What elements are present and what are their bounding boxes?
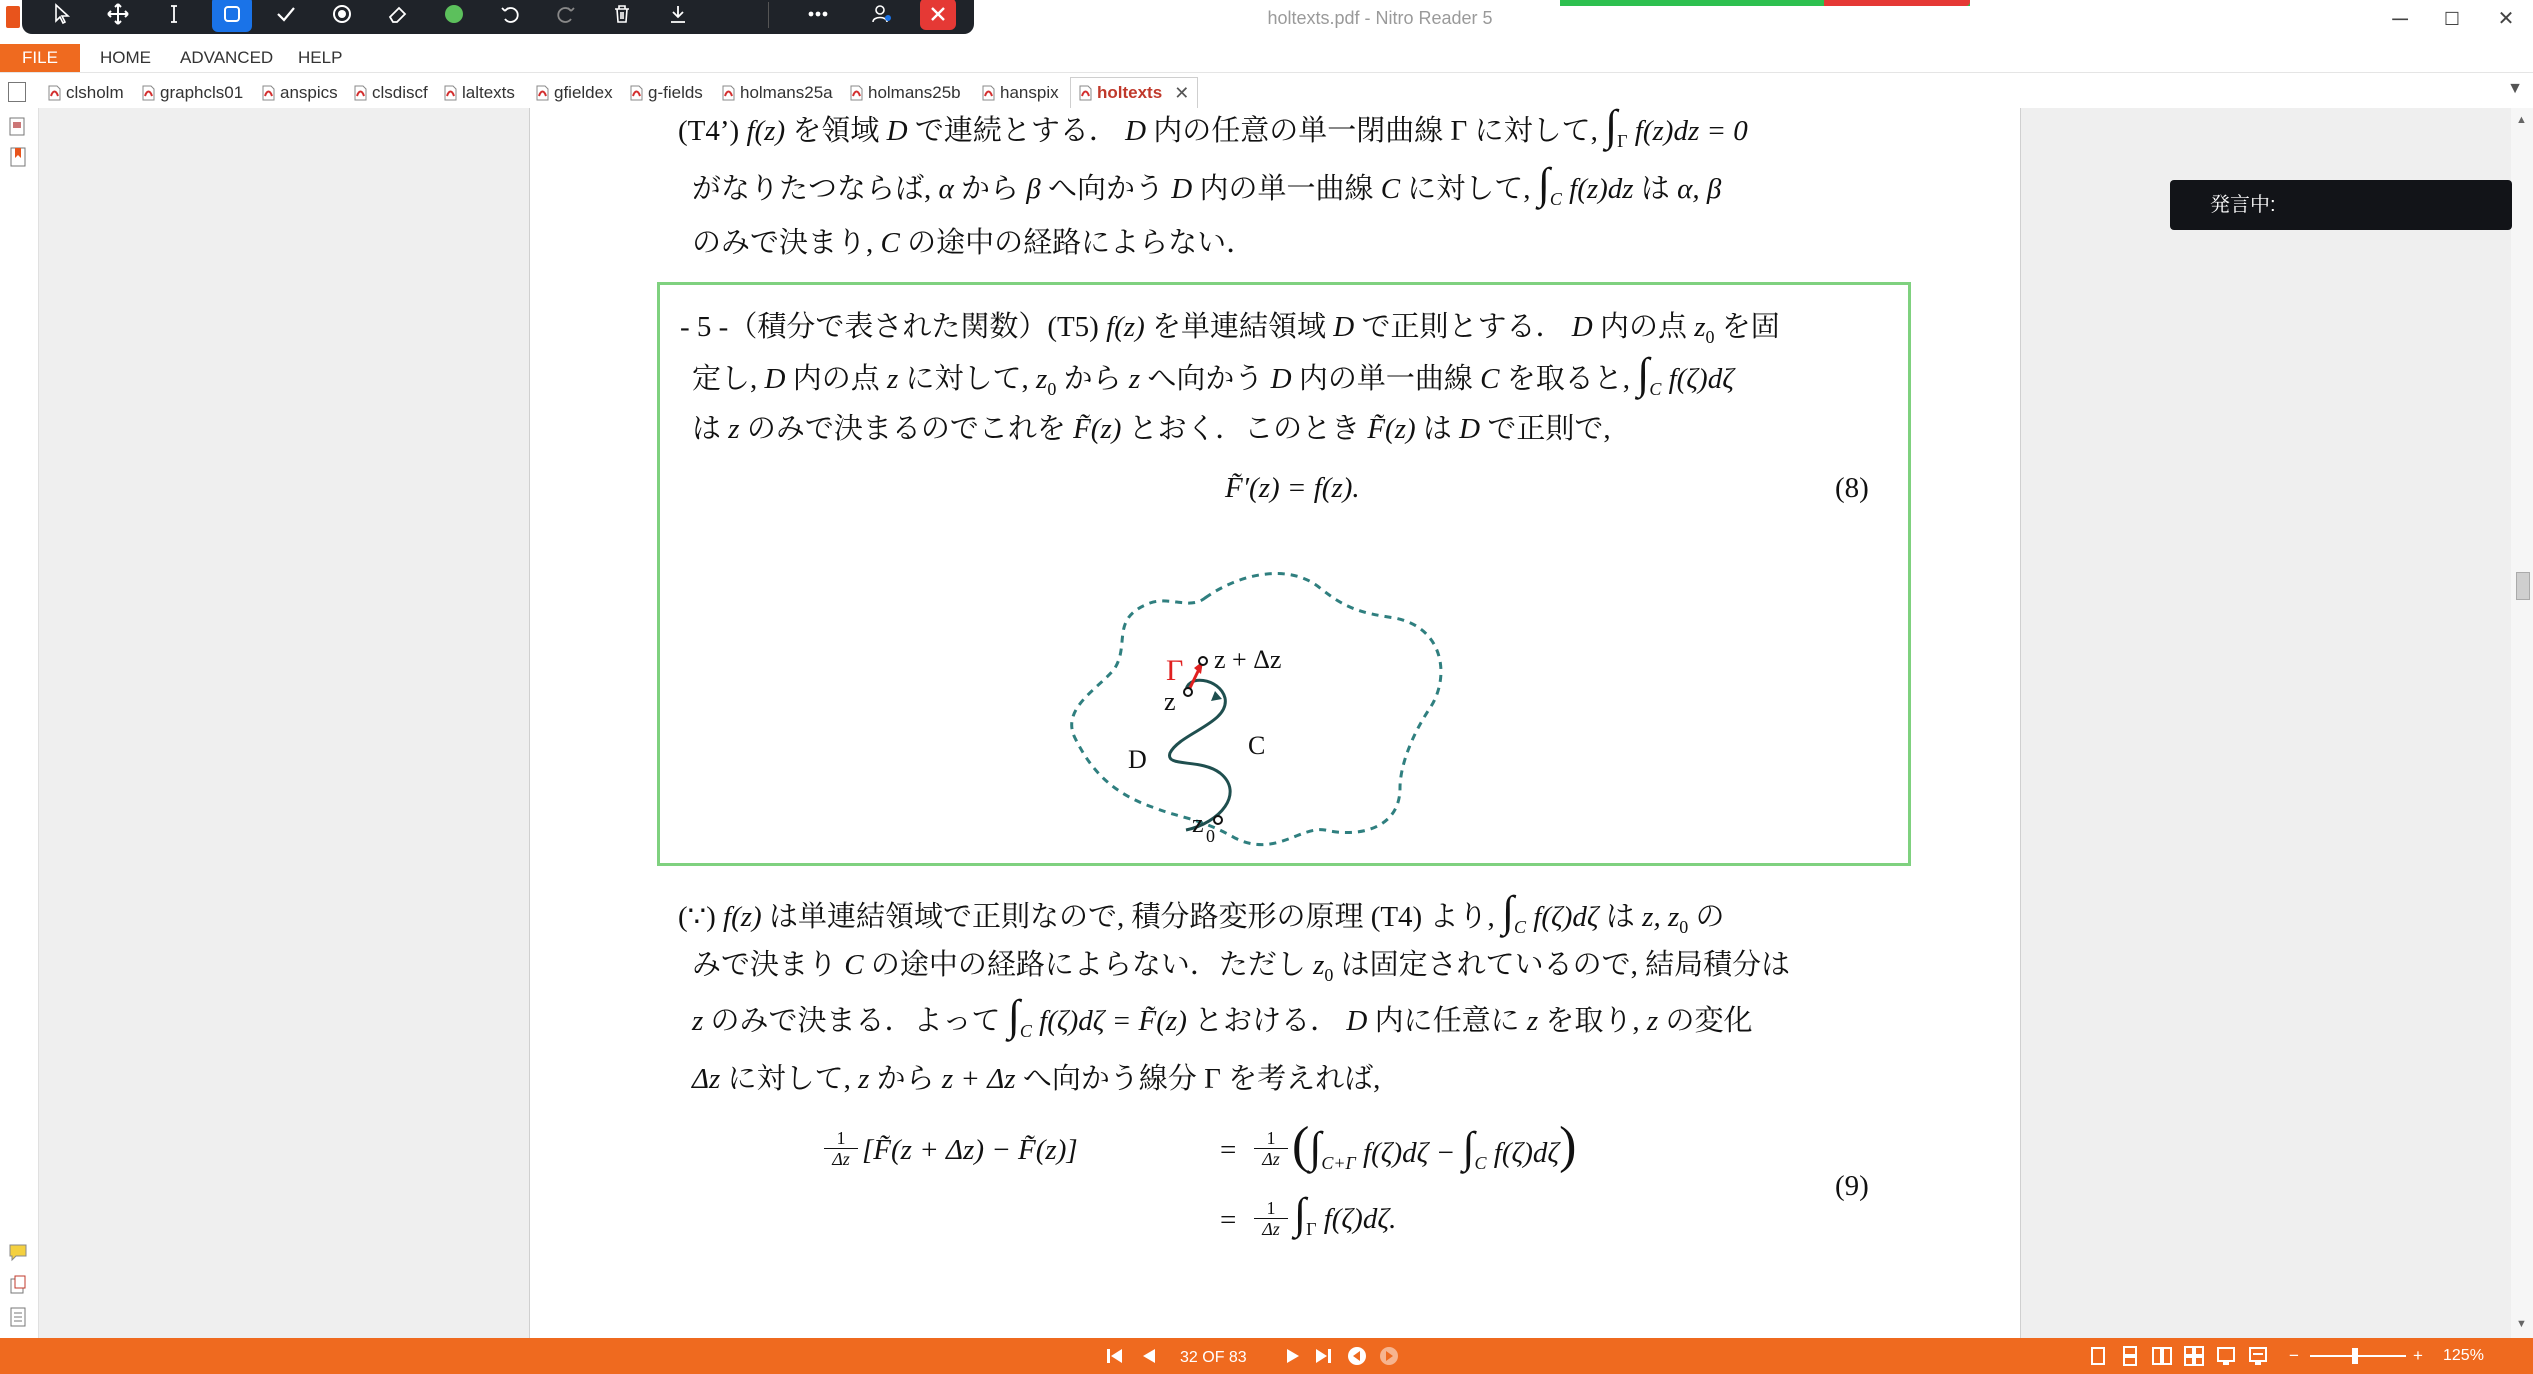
pdf-icon: [850, 85, 863, 101]
zoom-slider[interactable]: [2310, 1355, 2406, 1357]
tab-holmans25b[interactable]: holmans25b: [850, 80, 961, 106]
tab-graphcls01[interactable]: graphcls01: [142, 80, 243, 106]
equation-9-number: (9): [1835, 1170, 1869, 1202]
pdf-icon: [1079, 85, 1092, 101]
tab-clsholm[interactable]: clsholm: [48, 80, 124, 106]
eq9-fraction-rhs2: 1 Δz: [1254, 1198, 1288, 1239]
comments-icon[interactable]: [8, 1242, 28, 1264]
download-icon[interactable]: [656, 0, 700, 34]
t5-line-2: 定し, D 内の点 z に対して, $z_0$ から z へ向かう D 内の単一曲線 C を取ると, $\int_C$ f(ζ)dζ: [692, 349, 1734, 399]
label-c: C: [1248, 731, 1266, 760]
label-z0-sub: 0: [1206, 826, 1215, 846]
pdf-icon: [48, 85, 61, 101]
zoom-out-button[interactable]: −: [2289, 1346, 2299, 1365]
proof-line-2: みで決まり C の途中の経路によらない．ただし $z_0$ は固定されているので, 結局積分は: [692, 949, 1791, 985]
continuous-view-icon[interactable]: [2116, 1343, 2144, 1369]
document-view[interactable]: [39, 108, 2511, 1338]
cursor-icon[interactable]: [40, 0, 84, 34]
zoom-in-button[interactable]: +: [2413, 1346, 2423, 1365]
scroll-thumb[interactable]: [2516, 572, 2530, 600]
t4-line-1: (T4’) f(z) を領域 D で連続とする． D 内の任意の単一閉曲線 Γ に対して, $\int_\Gamma$ f(z)dz = 0: [678, 108, 1748, 151]
proof-line-4: Δz に対して, z から z + Δz へ向かう線分 Γ を考えれば,: [692, 1063, 1381, 1095]
output-icon[interactable]: [8, 1306, 28, 1328]
last-page-icon[interactable]: [1308, 1343, 1338, 1369]
pdf-icon: [536, 85, 549, 101]
annotation-toolbar: [22, 0, 974, 34]
eq9-lhs: [F̃(z + Δz) − F̃(z)]: [862, 1134, 1078, 1166]
rectangle-icon[interactable]: [212, 0, 252, 32]
previous-page-icon[interactable]: [1134, 1343, 1164, 1369]
bookmarks-icon[interactable]: [8, 146, 28, 168]
domain-boundary: [1072, 574, 1441, 845]
tab-gfieldex[interactable]: gfieldex: [536, 80, 613, 106]
tabs-dropdown-icon[interactable]: ▼: [2507, 80, 2523, 97]
label-z-plus-dz: z + Δz: [1214, 645, 1282, 674]
label-z: z: [1164, 687, 1176, 716]
pages-panel-icon[interactable]: [8, 82, 26, 102]
scroll-down-icon[interactable]: ▼: [2516, 1318, 2527, 1330]
integration-path-figure: [1070, 568, 1470, 858]
curve-c-arrow: [1211, 691, 1222, 701]
menu-file[interactable]: FILE: [0, 44, 80, 72]
window-title: holtexts.pdf - Nitro Reader 5: [1267, 8, 1493, 28]
t4-line-3: のみで決まり, C の途中の経路によらない．: [692, 227, 1256, 259]
status-bar: [0, 1338, 2533, 1374]
vertical-scrollbar[interactable]: [2511, 108, 2533, 1338]
pdf-icon: [444, 85, 457, 101]
tab-holtexts[interactable]: holtexts ✕: [1070, 77, 1198, 108]
first-page-icon[interactable]: [1100, 1343, 1130, 1369]
next-page-icon[interactable]: [1278, 1343, 1308, 1369]
eq9-equals-2: =: [1220, 1204, 1237, 1236]
equation-8: F̃′(z) = f(z).: [1225, 472, 1360, 504]
eq9-fraction-rhs1: 1 Δz: [1254, 1128, 1288, 1169]
close-icon[interactable]: [920, 0, 956, 30]
eq9-fraction-lhs: 1 Δz: [824, 1128, 858, 1169]
previous-view-icon[interactable]: [1342, 1343, 1372, 1369]
eq9-rhs1: ($\int_{C+\Gamma}$ $f(\zeta)d\zeta - \int_C$ f(ζ)dζ): [1292, 1117, 1577, 1174]
user-settings-icon[interactable]: [860, 0, 904, 34]
tab-clsdiscf[interactable]: clsdiscf: [354, 80, 428, 106]
pages-thumbnail-icon[interactable]: [8, 116, 28, 138]
pdf-icon: [262, 85, 275, 101]
menu-home[interactable]: HOME: [100, 48, 151, 67]
t5-line-1: - 5 -（積分で表された関数）(T5) f(z) を単連結領域 D で正則とする． D 内の点 $z_0$ を固: [680, 311, 1780, 347]
menu-advanced[interactable]: ADVANCED: [180, 48, 274, 67]
eraser-icon[interactable]: [376, 0, 420, 34]
t4-line-2: がなりたつならば, α から β へ向かう D 内の単一曲線 C に対して, $\int_C$ f(z)dz は α, β: [692, 159, 1722, 209]
trash-icon[interactable]: [600, 0, 644, 34]
next-view-icon[interactable]: [1374, 1343, 1404, 1369]
record-icon[interactable]: [320, 0, 364, 34]
tab-close-icon[interactable]: ✕: [1174, 82, 1190, 103]
check-icon[interactable]: [264, 0, 308, 34]
pdf-icon: [722, 85, 735, 101]
zoom-level[interactable]: 125%: [2443, 1347, 2484, 1364]
document-tabs: [0, 74, 2533, 109]
minimize-button[interactable]: ─: [2392, 6, 2408, 31]
pdf-icon: [982, 85, 995, 101]
move-icon[interactable]: [96, 0, 140, 34]
redo-icon[interactable]: [544, 0, 588, 34]
speaking-indicator: 発言中:: [2170, 180, 2512, 230]
label-z0: z: [1192, 809, 1204, 838]
nitro-logo-icon: [6, 6, 20, 28]
speaking-progress-bar: [1560, 0, 1970, 6]
point-z-plus-dz: [1199, 657, 1207, 665]
eq9-equals-1: =: [1220, 1134, 1237, 1166]
undo-icon[interactable]: [488, 0, 532, 34]
point-z0: [1214, 816, 1222, 824]
page-indicator[interactable]: 32 OF 83: [1180, 1349, 1247, 1366]
maximize-button[interactable]: ☐: [2443, 9, 2461, 29]
pdf-icon: [354, 85, 367, 101]
scroll-up-icon[interactable]: ▲: [2516, 114, 2527, 126]
color-dot-icon[interactable]: [432, 0, 476, 34]
tab-holmans25a[interactable]: holmans25a: [722, 80, 833, 106]
point-z: [1184, 688, 1192, 696]
facing-view-icon[interactable]: [2148, 1343, 2176, 1369]
tab-hanspix[interactable]: hanspix: [982, 80, 1059, 106]
pdf-icon: [630, 85, 643, 101]
tab-anspics[interactable]: anspics: [262, 80, 338, 106]
fit-page-icon[interactable]: [2212, 1343, 2240, 1369]
label-d: D: [1128, 745, 1147, 774]
menu-help[interactable]: HELP: [298, 48, 343, 67]
eq9-rhs2: $\int_\Gamma$ f(ζ)dζ.: [1294, 1189, 1397, 1239]
fit-width-icon[interactable]: [2244, 1343, 2272, 1369]
attachments-icon[interactable]: [8, 1274, 28, 1296]
label-gamma: Γ: [1166, 654, 1184, 687]
text-cursor-icon[interactable]: [152, 0, 196, 34]
pdf-page: [529, 108, 2021, 1338]
facing-continuous-view-icon[interactable]: [2180, 1343, 2208, 1369]
tab-g-fields[interactable]: g-fields: [630, 80, 703, 106]
equation-8-number: (8): [1835, 472, 1869, 504]
menu-bar: [0, 44, 2533, 73]
close-window-button[interactable]: ✕: [2497, 8, 2515, 30]
zoom-slider-thumb[interactable]: [2352, 1348, 2358, 1364]
tab-laltexts[interactable]: laltexts: [444, 80, 515, 106]
more-icon[interactable]: [796, 0, 840, 34]
left-panel-rail: [0, 108, 39, 1338]
pdf-icon: [142, 85, 155, 101]
single-page-view-icon[interactable]: [2084, 1343, 2112, 1369]
proof-line-1: (∵) f(z) は単連結領域で正則なので, 積分路変形の原理 (T4) より, $\int_C$ f(ζ)dζ は z, $z_0$ の: [678, 887, 1725, 937]
t5-line-3: は z のみで決まるのでこれを F̃(z) とおく．このとき F̃(z) は D で正則で,: [692, 413, 1611, 445]
curve-c: [1170, 680, 1231, 830]
proof-line-3: z のみで決まる．よって $\int_C$ f(ζ)dζ = F̃(z) とおける． D 内に任意に z を取り, z の変化: [692, 991, 1753, 1041]
